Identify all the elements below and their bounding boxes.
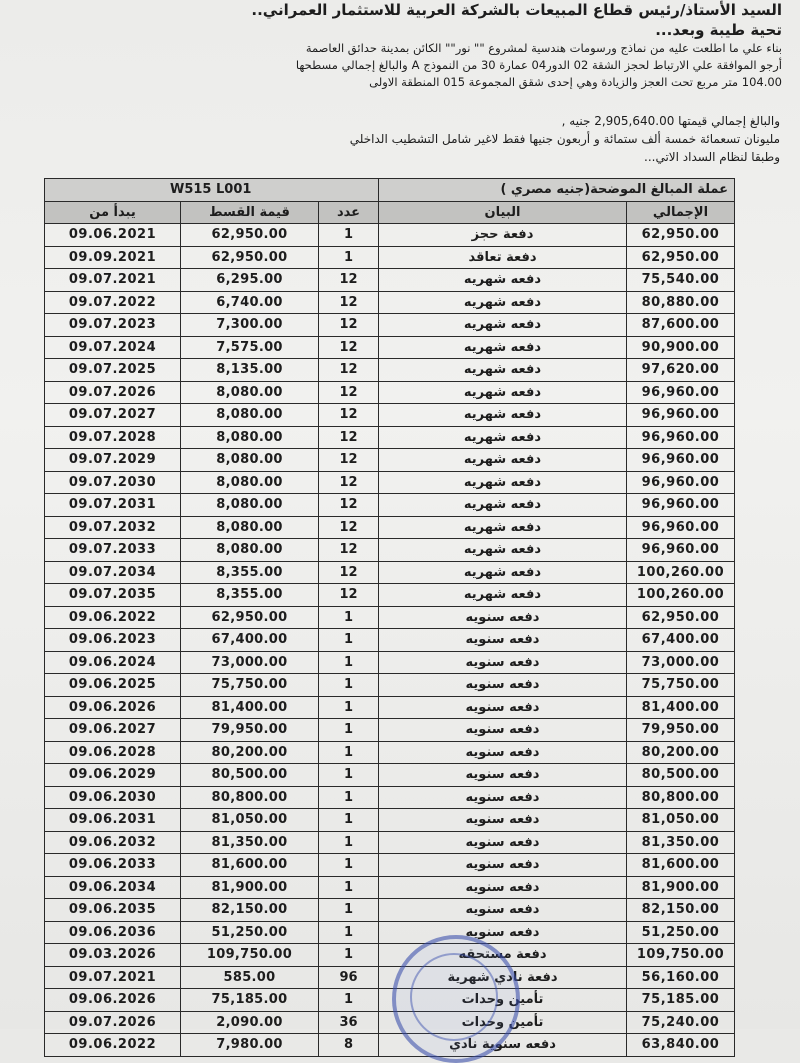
count-cell: 12 [319, 561, 379, 584]
column-header-installment: قيمة القسط [181, 201, 319, 224]
start-date-cell: 09.07.2028 [45, 426, 181, 449]
table-row [45, 539, 735, 562]
installment-cell: 62,950.00 [181, 606, 319, 629]
total-cell: 82,150.00 [627, 899, 735, 922]
count-cell: 12 [319, 584, 379, 607]
total-cell: 56,160.00 [627, 966, 735, 989]
total-cell: 100,260.00 [627, 561, 735, 584]
start-date-cell: 09.06.2036 [45, 921, 181, 944]
count-cell: 1 [319, 696, 379, 719]
column-header-total: الإجمالي [627, 201, 735, 224]
count-cell: 12 [319, 314, 379, 337]
description-cell: دفعه سنويه [379, 606, 627, 629]
start-date-cell: 09.06.2025 [45, 674, 181, 697]
count-cell: 1 [319, 831, 379, 854]
count-cell: 12 [319, 336, 379, 359]
start-date-cell: 09.07.2024 [45, 336, 181, 359]
description-cell: دفعه سنويه [379, 809, 627, 832]
installment-cell: 7,575.00 [181, 336, 319, 359]
start-date-cell: 09.07.2035 [45, 584, 181, 607]
installment-cell: 8,135.00 [181, 359, 319, 382]
table-row [45, 651, 735, 674]
table-row [45, 741, 735, 764]
table-row [45, 336, 735, 359]
installment-cell: 8,080.00 [181, 516, 319, 539]
count-cell: 1 [319, 809, 379, 832]
table-header-row [45, 201, 735, 224]
installment-cell: 62,950.00 [181, 246, 319, 269]
installment-cell: 8,080.00 [181, 404, 319, 427]
table-row [45, 449, 735, 472]
table-row [45, 516, 735, 539]
table-row [45, 246, 735, 269]
start-date-cell: 09.07.2034 [45, 561, 181, 584]
table-row [45, 606, 735, 629]
total-cell: 81,050.00 [627, 809, 735, 832]
table-row [45, 989, 735, 1012]
total-cell: 75,750.00 [627, 674, 735, 697]
start-date-cell: 09.07.2033 [45, 539, 181, 562]
description-cell: دفعه شهريه [379, 381, 627, 404]
total-cell: 96,960.00 [627, 449, 735, 472]
total-cell: 67,400.00 [627, 629, 735, 652]
total-cell: 75,240.00 [627, 1011, 735, 1034]
start-date-cell: 09.07.2032 [45, 516, 181, 539]
start-date-cell: 09.06.2034 [45, 876, 181, 899]
start-date-cell: 09.07.2026 [45, 381, 181, 404]
description-cell: دفعه شهريه [379, 516, 627, 539]
count-cell: 1 [319, 674, 379, 697]
description-cell: دفعة مستحقه [379, 944, 627, 967]
table-row [45, 786, 735, 809]
start-date-cell: 09.07.2023 [45, 314, 181, 337]
intro-line-1: بناء علي ما اطلعت عليه من نماذج ورسومات هندسية لمشروع "" نور"" الكائن بمدينة حدائق العاصمة [305, 41, 782, 55]
count-cell: 12 [319, 291, 379, 314]
total-price-line: والبالغ إجمالي قيمتها 2,905,640.00 جنيه , [561, 114, 780, 128]
total-cell: 62,950.00 [627, 606, 735, 629]
price-in-words-line: مليونان تسعمائة خمسة ألف ستمائة و أربعون جنيها فقط لاغير شامل التشطيب الداخلي [349, 132, 780, 146]
table-row [45, 696, 735, 719]
total-cell: 109,750.00 [627, 944, 735, 967]
table-row [45, 764, 735, 787]
start-date-cell: 09.06.2031 [45, 809, 181, 832]
table-row [45, 966, 735, 989]
total-cell: 81,400.00 [627, 696, 735, 719]
start-date-cell: 09.07.2021 [45, 269, 181, 292]
column-header-description: البيان [379, 201, 627, 224]
table-row [45, 471, 735, 494]
description-cell: دفعه سنويه [379, 674, 627, 697]
count-cell: 1 [319, 651, 379, 674]
description-cell: دفعة حجز [379, 224, 627, 247]
table-row [45, 224, 735, 247]
total-cell: 96,960.00 [627, 381, 735, 404]
installment-cell: 75,750.00 [181, 674, 319, 697]
start-date-cell: 09.06.2023 [45, 629, 181, 652]
table-row [45, 494, 735, 517]
official-stamp [392, 935, 520, 1063]
installment-cell: 80,800.00 [181, 786, 319, 809]
total-cell: 63,840.00 [627, 1034, 735, 1057]
description-cell: دفعه سنويه [379, 921, 627, 944]
count-cell: 96 [319, 966, 379, 989]
total-cell: 90,900.00 [627, 336, 735, 359]
description-cell: دفعه شهريه [379, 404, 627, 427]
description-cell: دفعه سنويه [379, 719, 627, 742]
total-cell: 80,800.00 [627, 786, 735, 809]
total-cell: 73,000.00 [627, 651, 735, 674]
installment-cell: 8,080.00 [181, 471, 319, 494]
count-cell: 1 [319, 854, 379, 877]
installment-cell: 8,080.00 [181, 426, 319, 449]
table-row [45, 404, 735, 427]
start-date-cell: 09.06.2035 [45, 899, 181, 922]
total-cell: 81,600.00 [627, 854, 735, 877]
description-cell: دفعه شهريه [379, 269, 627, 292]
start-date-cell: 09.07.2029 [45, 449, 181, 472]
count-cell: 12 [319, 494, 379, 517]
total-cell: 80,500.00 [627, 764, 735, 787]
description-cell: دفعه سنوية نادي [379, 1034, 627, 1057]
table-row [45, 854, 735, 877]
installment-cell: 109,750.00 [181, 944, 319, 967]
description-cell: دفعه شهريه [379, 494, 627, 517]
table-row [45, 1034, 735, 1057]
unit-code: W515 L001 [45, 179, 379, 202]
start-date-cell: 09.06.2022 [45, 606, 181, 629]
total-cell: 80,880.00 [627, 291, 735, 314]
start-date-cell: 09.06.2033 [45, 854, 181, 877]
count-cell: 1 [319, 224, 379, 247]
total-cell: 80,200.00 [627, 741, 735, 764]
count-cell: 12 [319, 404, 379, 427]
count-cell: 12 [319, 426, 379, 449]
description-cell: دفعه شهريه [379, 561, 627, 584]
letter-header [20, 0, 782, 91]
start-date-cell: 09.03.2026 [45, 944, 181, 967]
total-cell: 81,350.00 [627, 831, 735, 854]
count-cell: 12 [319, 449, 379, 472]
installment-cell: 7,300.00 [181, 314, 319, 337]
table-row [45, 809, 735, 832]
table-row [45, 381, 735, 404]
table-row [45, 561, 735, 584]
count-cell: 12 [319, 381, 379, 404]
description-cell: دفعه سنويه [379, 764, 627, 787]
start-date-cell: 09.06.2027 [45, 719, 181, 742]
description-cell: تأمين وحدات [379, 989, 627, 1012]
schedule-rows [45, 224, 735, 1057]
salutation-line: السيد الأستاذ/رئيس قطاع المبيعات بالشركة العربية للاستثمار العمراني.. [251, 1, 782, 19]
count-cell: 1 [319, 741, 379, 764]
description-cell: دفعه سنويه [379, 629, 627, 652]
start-date-cell: 09.07.2031 [45, 494, 181, 517]
description-cell: دفعه شهريه [379, 314, 627, 337]
description-cell: دفعه شهريه [379, 584, 627, 607]
price-paragraph [20, 112, 780, 166]
description-cell: دفعه شهريه [379, 359, 627, 382]
column-header-start-date: يبدأ من [45, 201, 181, 224]
total-cell: 62,950.00 [627, 224, 735, 247]
description-cell: دفعه شهريه [379, 449, 627, 472]
count-cell: 1 [319, 719, 379, 742]
start-date-cell: 09.07.2022 [45, 291, 181, 314]
installment-cell: 81,600.00 [181, 854, 319, 877]
total-cell: 100,260.00 [627, 584, 735, 607]
count-cell: 36 [319, 1011, 379, 1034]
start-date-cell: 09.07.2021 [45, 966, 181, 989]
count-cell: 12 [319, 269, 379, 292]
start-date-cell: 09.06.2024 [45, 651, 181, 674]
column-header-count: عدد [319, 201, 379, 224]
installment-cell: 6,740.00 [181, 291, 319, 314]
total-cell: 81,900.00 [627, 876, 735, 899]
description-cell: دفعه سنويه [379, 876, 627, 899]
total-cell: 96,960.00 [627, 494, 735, 517]
installment-cell: 8,080.00 [181, 494, 319, 517]
installment-cell: 6,295.00 [181, 269, 319, 292]
installment-cell: 80,500.00 [181, 764, 319, 787]
start-date-cell: 09.07.2030 [45, 471, 181, 494]
installment-cell: 81,900.00 [181, 876, 319, 899]
start-date-cell: 09.06.2032 [45, 831, 181, 854]
start-date-cell: 09.06.2030 [45, 786, 181, 809]
count-cell: 12 [319, 516, 379, 539]
start-date-cell: 09.06.2021 [45, 224, 181, 247]
installment-cell: 8,355.00 [181, 561, 319, 584]
installment-cell: 80,200.00 [181, 741, 319, 764]
total-cell: 96,960.00 [627, 516, 735, 539]
total-cell: 96,960.00 [627, 426, 735, 449]
installment-cell: 67,400.00 [181, 629, 319, 652]
installment-cell: 73,000.00 [181, 651, 319, 674]
table-row [45, 921, 735, 944]
table-row [45, 359, 735, 382]
total-cell: 62,950.00 [627, 246, 735, 269]
start-date-cell: 09.07.2026 [45, 1011, 181, 1034]
table-row [45, 1011, 735, 1034]
count-cell: 12 [319, 359, 379, 382]
description-cell: دفعه سنويه [379, 651, 627, 674]
stamp-inner-ring [410, 953, 498, 1041]
installment-cell: 62,950.00 [181, 224, 319, 247]
start-date-cell: 09.06.2026 [45, 696, 181, 719]
total-cell: 97,620.00 [627, 359, 735, 382]
installment-cell: 51,250.00 [181, 921, 319, 944]
installment-cell: 8,355.00 [181, 584, 319, 607]
description-cell: تأمين وحدات [379, 1011, 627, 1034]
description-cell: دفعه سنويه [379, 741, 627, 764]
total-cell: 51,250.00 [627, 921, 735, 944]
table-row [45, 426, 735, 449]
installment-cell: 8,080.00 [181, 381, 319, 404]
installment-cell: 8,080.00 [181, 539, 319, 562]
description-cell: دفعه شهريه [379, 426, 627, 449]
description-cell: دفعه سنويه [379, 831, 627, 854]
start-date-cell: 09.07.2025 [45, 359, 181, 382]
description-cell: دفعه شهريه [379, 471, 627, 494]
total-cell: 96,960.00 [627, 471, 735, 494]
installment-cell: 585.00 [181, 966, 319, 989]
count-cell: 12 [319, 539, 379, 562]
table-row [45, 269, 735, 292]
count-cell: 1 [319, 606, 379, 629]
table-row [45, 899, 735, 922]
intro-line-2: أرجو الموافقة علي الارتباط لحجز الشقة 02 الدور04 عمارة 30 من النموذج A والبالغ إجمالي مسطحها [295, 58, 782, 72]
installment-cell: 81,350.00 [181, 831, 319, 854]
count-cell: 1 [319, 629, 379, 652]
description-cell: دفعة نادي شهرية [379, 966, 627, 989]
table-meta-row [45, 179, 735, 202]
start-date-cell: 09.06.2028 [45, 741, 181, 764]
installment-cell: 81,400.00 [181, 696, 319, 719]
total-cell: 79,950.00 [627, 719, 735, 742]
table-row [45, 314, 735, 337]
description-cell: دفعه سنويه [379, 854, 627, 877]
table-row [45, 674, 735, 697]
count-cell: 1 [319, 921, 379, 944]
start-date-cell: 09.06.2022 [45, 1034, 181, 1057]
total-cell: 96,960.00 [627, 404, 735, 427]
payment-schedule-table [44, 178, 735, 1057]
description-cell: دفعه شهريه [379, 539, 627, 562]
table-row [45, 719, 735, 742]
currency-note: عملة المبالغ الموضحة(جنيه مصري ) [379, 179, 735, 202]
total-cell: 75,540.00 [627, 269, 735, 292]
intro-line-3: 104.00 متر مربع تحت العجز والزيادة وهي إحدى شقق المجموعة 015 المنطقة الاولى [369, 75, 782, 89]
description-cell: دفعه شهريه [379, 336, 627, 359]
count-cell: 1 [319, 764, 379, 787]
description-cell: دفعه سنويه [379, 899, 627, 922]
start-date-cell: 09.07.2027 [45, 404, 181, 427]
start-date-cell: 09.06.2029 [45, 764, 181, 787]
table-row [45, 944, 735, 967]
installment-cell: 8,080.00 [181, 449, 319, 472]
total-cell: 75,185.00 [627, 989, 735, 1012]
table-row [45, 291, 735, 314]
total-cell: 96,960.00 [627, 539, 735, 562]
table-row [45, 876, 735, 899]
installment-cell: 82,150.00 [181, 899, 319, 922]
count-cell: 1 [319, 246, 379, 269]
count-cell: 1 [319, 944, 379, 967]
count-cell: 1 [319, 989, 379, 1012]
description-cell: دفعه سنويه [379, 786, 627, 809]
count-cell: 12 [319, 471, 379, 494]
installment-cell: 81,050.00 [181, 809, 319, 832]
description-cell: دفعه سنويه [379, 696, 627, 719]
table-row [45, 629, 735, 652]
start-date-cell: 09.06.2026 [45, 989, 181, 1012]
total-cell: 87,600.00 [627, 314, 735, 337]
table-row [45, 831, 735, 854]
installment-cell: 75,185.00 [181, 989, 319, 1012]
description-cell: دفعه شهريه [379, 291, 627, 314]
installment-cell: 7,980.00 [181, 1034, 319, 1057]
installment-cell: 79,950.00 [181, 719, 319, 742]
count-cell: 8 [319, 1034, 379, 1057]
count-cell: 1 [319, 876, 379, 899]
payment-system-line: وطبقا لنظام السداد الاتي... [644, 150, 780, 164]
description-cell: دفعة تعاقد [379, 246, 627, 269]
start-date-cell: 09.09.2021 [45, 246, 181, 269]
greeting-line: تحية طيبة وبعد... [655, 21, 782, 39]
count-cell: 1 [319, 899, 379, 922]
count-cell: 1 [319, 786, 379, 809]
installment-cell: 2,090.00 [181, 1011, 319, 1034]
table-row [45, 584, 735, 607]
